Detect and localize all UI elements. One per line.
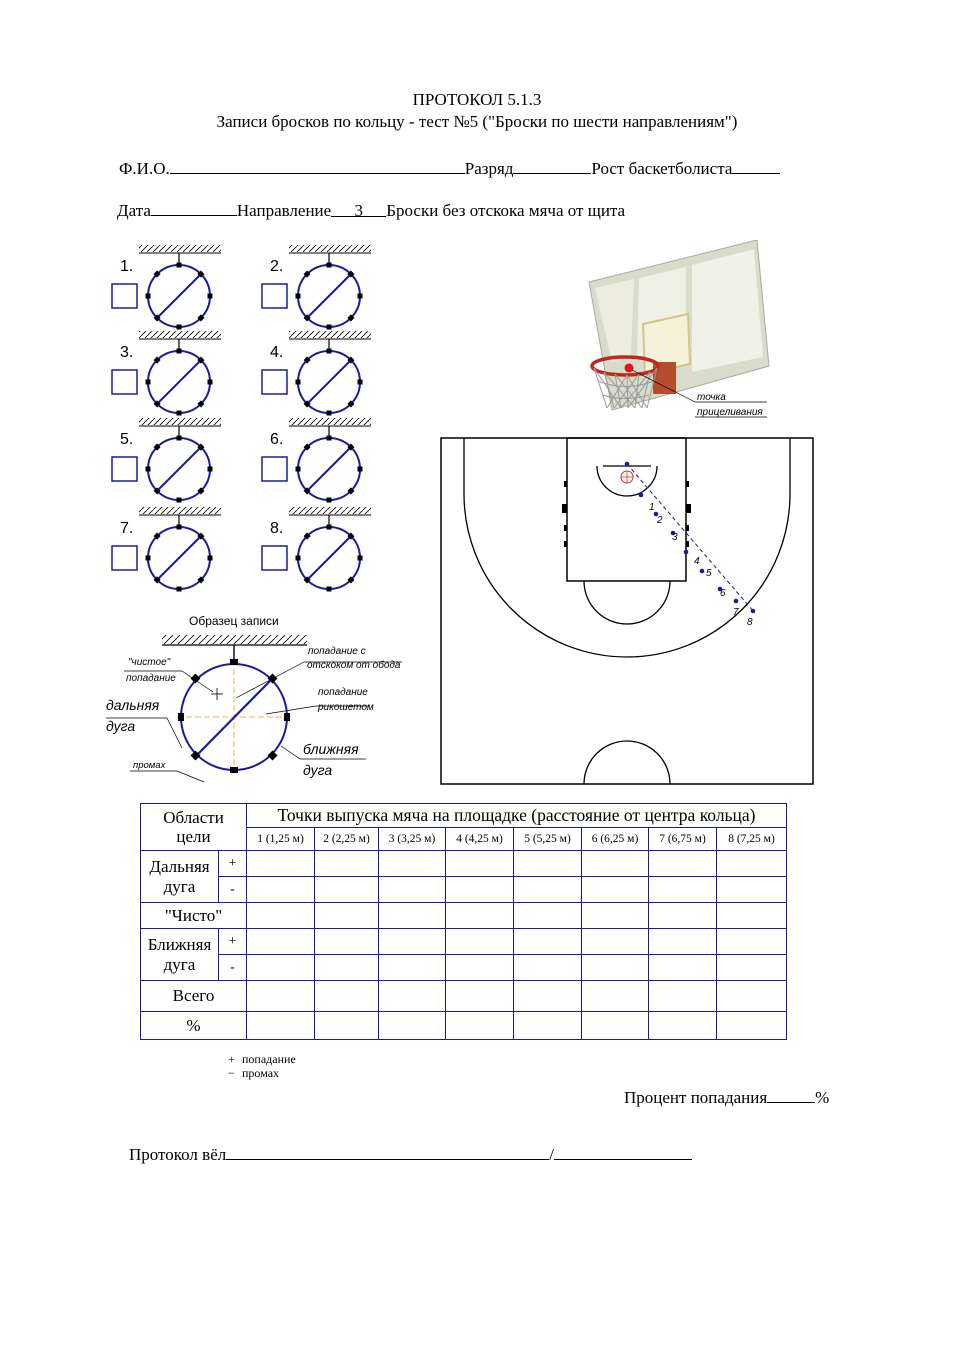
result-cell[interactable]	[582, 929, 649, 955]
results-table	[140, 803, 787, 1040]
ring-checkbox[interactable]	[262, 284, 287, 308]
ring-diagram	[112, 507, 221, 592]
result-cell[interactable]	[379, 955, 446, 981]
far-arc-minus: -	[219, 877, 247, 903]
far-arc-label-2: дуга	[106, 718, 136, 734]
near-arc-label-1: ближняя	[303, 741, 359, 757]
release-point-dot	[734, 599, 739, 604]
ring-checkbox[interactable]	[112, 284, 137, 308]
result-cell[interactable]	[717, 981, 787, 1012]
result-cell[interactable]	[649, 981, 717, 1012]
shot-direction-line	[627, 464, 754, 612]
result-cell[interactable]	[649, 955, 717, 981]
corner-header-1: Области	[163, 808, 224, 827]
sample-diagram	[100, 610, 420, 790]
ring-number: 3.	[120, 344, 134, 361]
column-header: 1 (1,25 м)	[247, 828, 315, 851]
fio-label: Ф.И.О.	[119, 159, 170, 178]
result-cell[interactable]	[582, 877, 649, 903]
result-cell[interactable]	[247, 877, 315, 903]
release-point-dot	[700, 569, 705, 574]
result-cell[interactable]	[514, 1012, 582, 1040]
result-cell[interactable]	[247, 929, 315, 955]
sample-labels	[106, 646, 401, 778]
hit-percent-label: Процент попадания	[624, 1088, 768, 1107]
ring-checkbox[interactable]	[112, 370, 137, 394]
result-cell[interactable]	[379, 877, 446, 903]
legend-plus-sign: +	[228, 1052, 235, 1066]
legend-minus-text: промах	[242, 1066, 280, 1080]
result-cell[interactable]	[315, 851, 379, 877]
result-cell[interactable]	[582, 851, 649, 877]
result-cell[interactable]	[514, 877, 582, 903]
hit-percent-unit: %	[815, 1088, 830, 1107]
protocol-subtitle: Записи бросков по кольцу - тест №5 ("Броски по шести направлениям")	[216, 112, 738, 131]
near-arc-plus: +	[219, 929, 247, 955]
free-throw-circle	[584, 581, 670, 624]
protocol-number: ПРОТОКОЛ 5.1.3	[412, 90, 542, 109]
height-label: Рост баскетболиста	[591, 159, 733, 178]
column-header: 3 (3,25 м)	[379, 828, 446, 851]
release-point-dot	[684, 550, 689, 555]
ring-checkbox[interactable]	[262, 546, 287, 570]
miss-label: промах	[133, 760, 166, 771]
far-arc-row-label-2: дуга	[163, 876, 196, 896]
result-cell[interactable]	[315, 955, 379, 981]
result-cell[interactable]	[717, 955, 787, 981]
release-point-label: 5	[706, 568, 712, 579]
result-cell[interactable]	[446, 1012, 514, 1040]
corner-header-2: цели	[176, 827, 211, 846]
rim-hit-label-2: отскоком от обода	[307, 660, 401, 671]
far-arc-row-label	[141, 851, 219, 903]
rank-field[interactable]	[513, 158, 591, 174]
ring-diagram	[262, 245, 371, 330]
percent-row-label: %	[141, 1012, 247, 1040]
far-arc-row-label-1: Дальняя	[149, 856, 210, 876]
result-cell[interactable]	[315, 877, 379, 903]
court-boundary	[441, 438, 813, 784]
release-points	[625, 462, 756, 628]
form-line-2	[117, 200, 625, 221]
result-cell[interactable]	[446, 981, 514, 1012]
result-cell[interactable]	[717, 1012, 787, 1040]
column-header: 5 (5,25 м)	[514, 828, 582, 851]
ring-number: 8.	[270, 520, 284, 537]
result-cell[interactable]	[379, 1012, 446, 1040]
result-cell[interactable]	[315, 1012, 379, 1040]
ring-number: 1.	[120, 258, 134, 275]
release-point-label: 7	[733, 607, 739, 618]
column-header: 4 (4,25 м)	[446, 828, 514, 851]
result-cell[interactable]	[247, 1012, 315, 1040]
result-cell[interactable]	[446, 851, 514, 877]
ring-checkbox[interactable]	[112, 457, 137, 481]
fio-field[interactable]	[170, 158, 465, 174]
result-cell[interactable]	[247, 851, 315, 877]
height-field[interactable]	[732, 158, 780, 174]
result-cell[interactable]	[717, 903, 787, 929]
release-point-label: 1	[649, 502, 655, 513]
rings-grid	[105, 240, 395, 600]
direction-label: Направление	[236, 201, 332, 220]
rim-hit-label-1: попадание с	[308, 646, 366, 657]
date-label: Дата	[117, 201, 151, 220]
result-cell[interactable]	[717, 929, 787, 955]
ring-diagram	[112, 245, 221, 330]
ring-checkbox[interactable]	[262, 457, 287, 481]
release-point-label: 4	[694, 556, 700, 567]
sample-cross-mark	[211, 688, 223, 700]
keeper-slash: /	[549, 1145, 554, 1164]
sample-title: Образец записи	[189, 614, 279, 628]
form-line-1	[119, 158, 780, 179]
ring-number: 6.	[270, 431, 284, 448]
result-cell[interactable]	[717, 851, 787, 877]
ring-number: 7.	[120, 520, 134, 537]
result-cell[interactable]	[582, 903, 649, 929]
result-cell[interactable]	[582, 1012, 649, 1040]
result-cell[interactable]	[446, 877, 514, 903]
legend-minus-sign: −	[228, 1066, 235, 1080]
near-arc-label-2: дуга	[303, 762, 333, 778]
result-cell[interactable]	[582, 955, 649, 981]
result-cell[interactable]	[247, 903, 315, 929]
release-point-label: 2	[657, 515, 663, 526]
court-diagram	[440, 437, 815, 787]
ricochet-label-2: рикошетом	[318, 702, 374, 713]
ring-diagram	[262, 507, 371, 592]
result-cell[interactable]	[446, 955, 514, 981]
column-header: 8 (7,25 м)	[717, 828, 787, 851]
far-arc-label-1: дальняя	[106, 697, 160, 713]
column-header: 2 (2,25 м)	[315, 828, 379, 851]
ricochet-label-1: попадание	[318, 687, 368, 698]
result-cell[interactable]	[514, 903, 582, 929]
total-row-label: Всего	[141, 981, 247, 1012]
center-circle	[584, 741, 670, 784]
backboard-illustration	[585, 240, 780, 430]
legend-plus	[228, 1052, 296, 1066]
clean-row-label: "Чисто"	[141, 903, 247, 929]
aim-label-2: прицеливания	[697, 407, 763, 418]
ring-diagram	[112, 331, 221, 416]
ring-number: 5.	[120, 431, 134, 448]
result-cell[interactable]	[379, 981, 446, 1012]
far-arc-plus: +	[219, 851, 247, 877]
sample-wall-hatch	[162, 635, 307, 644]
hit-percent-line	[624, 1087, 829, 1108]
ring-diagram	[262, 331, 371, 416]
result-cell[interactable]	[582, 981, 649, 1012]
ring-number: 4.	[270, 344, 284, 361]
ring-checkbox[interactable]	[262, 370, 287, 394]
clean-hit-label-1: "чистое"	[128, 657, 171, 668]
release-points-header: Точки выпуска мяча на площадке (расстояние от центра кольца)	[247, 804, 787, 828]
result-cell[interactable]	[247, 955, 315, 981]
release-point-label: 8	[747, 617, 753, 628]
result-cell[interactable]	[315, 929, 379, 955]
result-cell[interactable]	[649, 851, 717, 877]
release-point-label: 6	[720, 588, 726, 599]
rank-label: Разряд	[464, 159, 514, 178]
result-cell[interactable]	[446, 929, 514, 955]
column-header: 6 (6,25 м)	[582, 828, 649, 851]
legend-plus-text: попадание	[242, 1052, 296, 1066]
result-cell[interactable]	[514, 851, 582, 877]
column-header: 7 (6,75 м)	[649, 828, 717, 851]
result-cell[interactable]	[446, 903, 514, 929]
near-arc-minus: -	[219, 955, 247, 981]
protocol-keeper-line	[129, 1144, 692, 1165]
legend-minus	[228, 1066, 296, 1080]
free-throw-lane	[567, 438, 686, 581]
result-cell[interactable]	[379, 903, 446, 929]
corner-header	[141, 804, 247, 851]
result-cell[interactable]	[379, 851, 446, 877]
throw-type: Броски без отскока мяча от щита	[386, 201, 626, 220]
direction-value: 3	[354, 201, 363, 220]
result-cell[interactable]	[649, 1012, 717, 1040]
date-field[interactable]	[151, 200, 237, 216]
hit-percent-field[interactable]	[767, 1087, 815, 1103]
direction-field[interactable]	[331, 201, 386, 220]
result-cell[interactable]	[315, 981, 379, 1012]
keeper-label: Протокол вёл	[129, 1145, 227, 1164]
ring-number: 2.	[270, 258, 284, 275]
release-point-label: 3	[672, 532, 678, 543]
result-cell[interactable]	[717, 877, 787, 903]
result-cell[interactable]	[514, 981, 582, 1012]
clean-hit-label-2: попадание	[126, 673, 176, 684]
ring-checkbox[interactable]	[112, 546, 137, 570]
result-cell[interactable]	[379, 929, 446, 955]
release-point-dot	[639, 493, 644, 498]
ring-diagram	[262, 418, 371, 503]
near-arc-row-label	[141, 929, 219, 981]
result-cell[interactable]	[649, 877, 717, 903]
result-cell[interactable]	[649, 903, 717, 929]
near-arc-row-label-2: дуга	[163, 954, 196, 974]
result-cell[interactable]	[649, 929, 717, 955]
near-arc-row-label-1: Ближняя	[147, 934, 212, 954]
result-cell[interactable]	[514, 929, 582, 955]
aim-point-marker	[625, 462, 630, 467]
legend	[228, 1052, 296, 1080]
keeper-signature-field[interactable]	[554, 1144, 692, 1160]
keeper-name-field[interactable]	[226, 1144, 549, 1160]
backboard-glass-3	[692, 249, 763, 372]
result-cell[interactable]	[514, 955, 582, 981]
release-point-dot	[751, 609, 756, 614]
result-cell[interactable]	[315, 903, 379, 929]
ring-diagram	[112, 418, 221, 503]
aim-point-dot	[625, 364, 634, 373]
result-cell[interactable]	[247, 981, 315, 1012]
aim-label-1: точка	[697, 392, 726, 403]
